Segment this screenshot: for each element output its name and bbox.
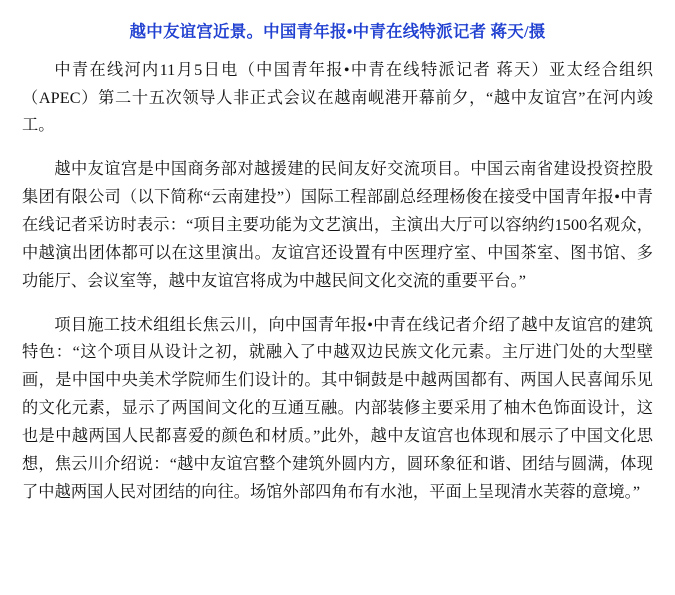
article-body — [22, 57, 653, 507]
article-paragraph: 中青在线河内11月5日电（中国青年报•中青在线特派记者 蒋天）亚太经合组织（APEC）第二十五次领导人非正式会议在越南岘港开幕前夕，“越中友谊宫”在河内竣工。 — [22, 60, 653, 135]
article-paragraph: 项目施工技术组组长焦云川，向中国青年报•中青在线记者介绍了越中友谊宫的建筑特色：“这个项目从设计之初，就融入了中越双边民族文化元素。主厅进门处的大型壁画，是中国中央美术学院师生们设计的。其中铜鼓是中越两国都有、两国人民喜闻乐见的文化元素，显示了两国间文化的互通互融。内部装修主要采用了柚木色饰面设计，这也是中越两国人民都喜爱的颜色和材质。”此外，越中友谊宫也体现和展示了中国文化思想，焦云川介绍说：“越中友谊宫整个建筑外圆内方，圆环象征和谐、团结与圆满，体现了中越两国人民对团结的向往。场馆外部四角布有水池，平面上呈现清水芙蓉的意境。” — [22, 315, 653, 501]
article-paragraph: 越中友谊宫是中国商务部对越援建的民间友好交流项目。中国云南省建设投资控股集团有限公司（以下简称“云南建投”）国际工程部副总经理杨俊在接受中国青年报•中青在线记者采访时表示：“项目主要功能为文艺演出，主演出大厅可以容纳约1500名观众，中越演出团体都可以在这里演出。友谊宫还设置有中医理疗室、中国茶室、图书馆、多功能厅、会议室等，越中友谊宫将成为中越民间文化交流的重要平台。” — [22, 160, 653, 290]
article-headline: 越中友谊宫近景。中国青年报•中青在线特派记者 蒋天/摄 — [129, 22, 546, 41]
